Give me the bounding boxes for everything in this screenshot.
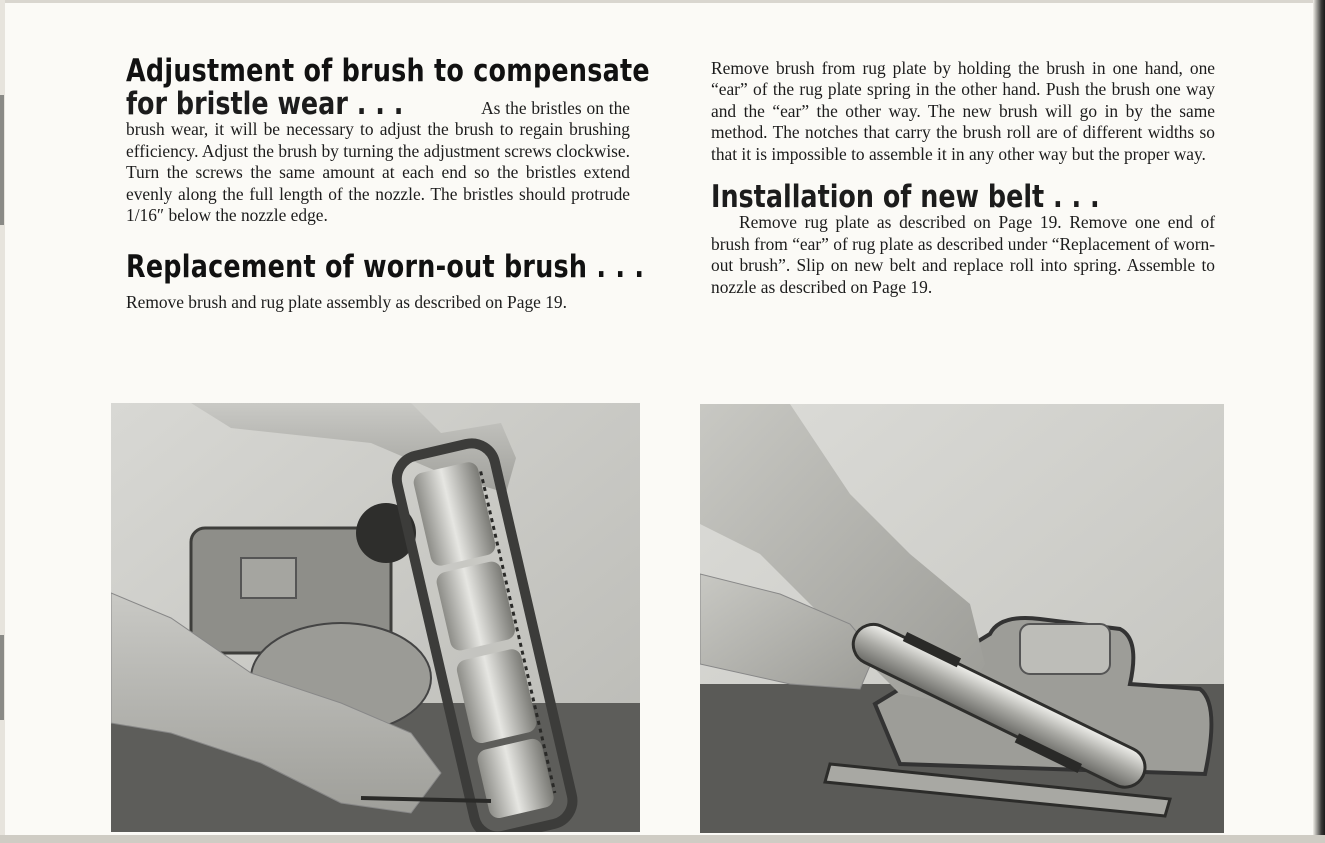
heading-belt-installation: Installation of new belt . . .	[711, 179, 1100, 216]
page-edge-left	[0, 0, 5, 843]
heading-bristle-wear: for bristle wear . . .	[126, 86, 404, 122]
left-column	[126, 52, 650, 314]
heading-brush-replacement: Replacement of worn-out brush . . .	[126, 249, 645, 286]
binding-mark	[0, 95, 4, 225]
brush-removal-paragraph: Remove brush from rug plate by holding the brush in one hand, one “ear” of the rug plate spring in the other hand. Push the brush one way and the “ear” the other way. The new brush will go in by the same method. The notches that carry the brush roll are of different widths so that it is impossible to assemble it in any other way but the proper way.	[711, 58, 1215, 164]
right-column	[711, 58, 1215, 298]
brush-replacement-paragraph: Remove brush and rug plate assembly as described on Page 19.	[126, 292, 567, 313]
brush-roll-removal-photo-icon	[700, 404, 1224, 833]
page-edge-right	[1313, 0, 1325, 843]
brush-adjustment-paragraph	[126, 86, 630, 226]
binding-mark	[0, 635, 4, 720]
page-edge-bottom	[0, 835, 1325, 843]
page-edge-top	[0, 0, 1325, 3]
heading-brush-adjustment: Adjustment of brush to compensate	[126, 53, 650, 89]
paragraph-body: brush wear, it will be necessary to adjust the brush to regain brushing efficiency. Adjust the brush by turning the adjustment screws clockwise. Turn the screws the same amount at each end so the bristles extend evenly along the full length of the nozzle. The bristles should protrude 1/16″ below the nozzle edge.	[126, 119, 630, 226]
vacuum-brush-adjustment-photo-icon	[111, 403, 640, 832]
paragraph-body: Remove rug plate as described on Page 19. Remove one end of brush from “ear” of rug plate as described under “Replacement of worn-out brush”. Slip on new belt and replace roll into spring. Assemble to nozzle as described on Page 19.	[711, 212, 1215, 297]
belt-installation-paragraph	[711, 179, 1215, 298]
paragraph-lead-in: As the bristles on the	[481, 98, 630, 118]
